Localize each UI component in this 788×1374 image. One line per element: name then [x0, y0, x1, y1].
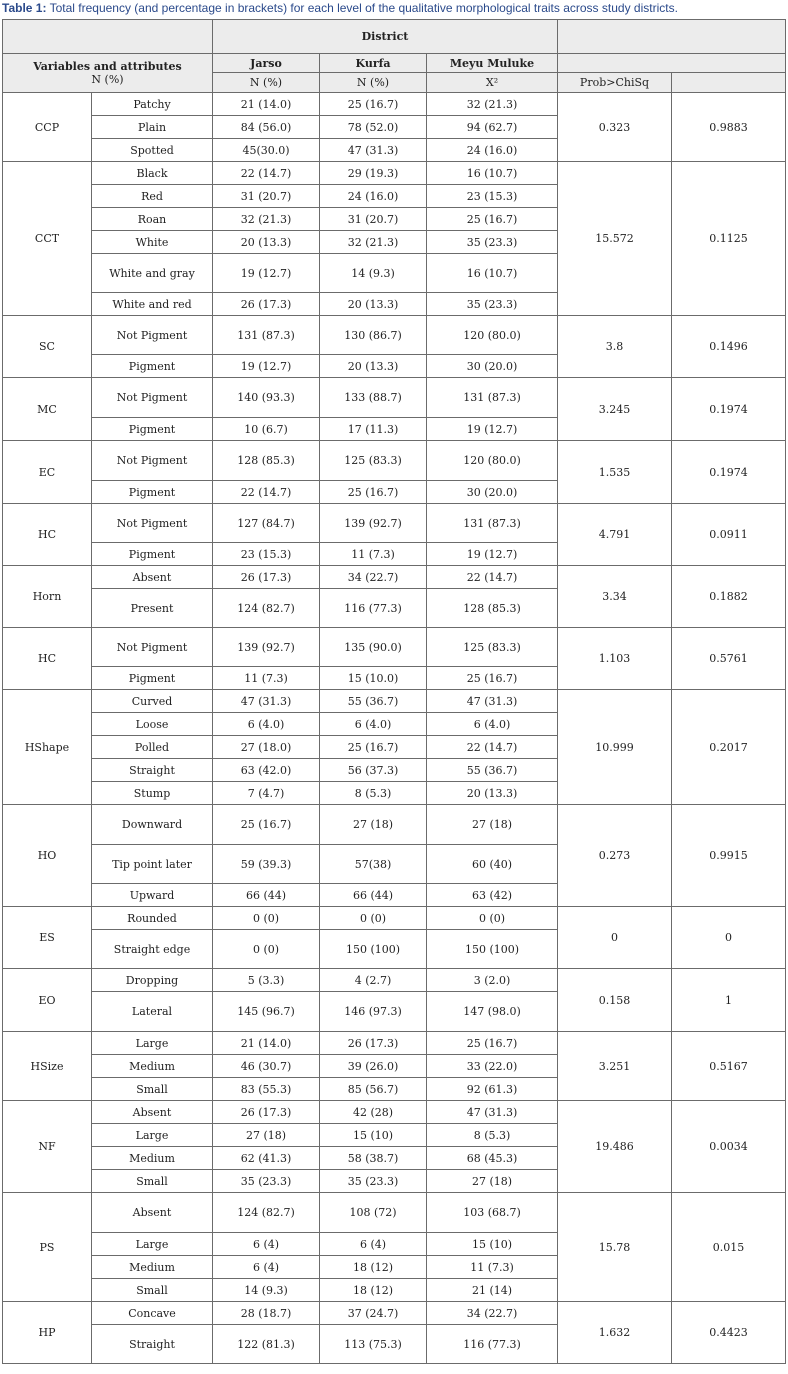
- cell-meyu: 25 (16.7): [427, 208, 558, 231]
- prob-value: 0.9883: [672, 93, 786, 162]
- attribute-name: Pigment: [92, 355, 213, 378]
- cell-kurfa: 37 (24.7): [320, 1302, 427, 1325]
- attribute-name: Small: [92, 1170, 213, 1193]
- chi-square-value: 4.791: [558, 504, 672, 566]
- prob-value: 0.5167: [672, 1032, 786, 1101]
- cell-meyu: 103 (68.7): [427, 1193, 558, 1233]
- caption-label: Table 1:: [2, 1, 47, 15]
- chi-square-value: 3.251: [558, 1032, 672, 1101]
- header-kurfa: Kurfa: [320, 54, 427, 73]
- cell-meyu: 15 (10): [427, 1233, 558, 1256]
- cell-jarso: 22 (14.7): [213, 481, 320, 504]
- variable-name: EO: [3, 969, 92, 1032]
- cell-meyu: 30 (20.0): [427, 355, 558, 378]
- cell-meyu: 21 (14): [427, 1279, 558, 1302]
- table-row: [3, 690, 786, 713]
- cell-kurfa: 133 (88.7): [320, 378, 427, 418]
- cell-jarso: 83 (55.3): [213, 1078, 320, 1101]
- cell-meyu: 120 (80.0): [427, 441, 558, 481]
- attribute-name: Not Pigment: [92, 316, 213, 355]
- cell-kurfa: 78 (52.0): [320, 116, 427, 139]
- table-row: [3, 1302, 786, 1325]
- chi-square-value: 3.245: [558, 378, 672, 441]
- cell-jarso: 26 (17.3): [213, 1101, 320, 1124]
- cell-meyu: 27 (18): [427, 805, 558, 845]
- attribute-name: Pigment: [92, 667, 213, 690]
- cell-kurfa: 146 (97.3): [320, 992, 427, 1032]
- cell-kurfa: 18 (12): [320, 1279, 427, 1302]
- cell-meyu: 60 (40): [427, 845, 558, 884]
- header-jarso: Jarso: [213, 54, 320, 73]
- cell-kurfa: 113 (75.3): [320, 1325, 427, 1364]
- cell-jarso: 27 (18): [213, 1124, 320, 1147]
- table-row: [3, 1032, 786, 1055]
- cell-kurfa: 14 (9.3): [320, 254, 427, 293]
- prob-value: 0.5761: [672, 628, 786, 690]
- variable-name: HShape: [3, 690, 92, 805]
- cell-meyu: 116 (77.3): [427, 1325, 558, 1364]
- cell-jarso: 35 (23.3): [213, 1170, 320, 1193]
- cell-kurfa: 139 (92.7): [320, 504, 427, 543]
- prob-value: 0.1125: [672, 162, 786, 316]
- table-body: [3, 93, 786, 1364]
- cell-kurfa: 39 (26.0): [320, 1055, 427, 1078]
- cell-meyu: 0 (0): [427, 907, 558, 930]
- attribute-name: White and red: [92, 293, 213, 316]
- cell-meyu: 23 (15.3): [427, 185, 558, 208]
- cell-meyu: 47 (31.3): [427, 1101, 558, 1124]
- attribute-name: Not Pigment: [92, 504, 213, 543]
- header-prob: Prob>ChiSq: [558, 73, 672, 93]
- attribute-name: Downward: [92, 805, 213, 845]
- attribute-name: Pigment: [92, 481, 213, 504]
- attribute-name: Pigment: [92, 418, 213, 441]
- cell-jarso: 23 (15.3): [213, 543, 320, 566]
- cell-jarso: 21 (14.0): [213, 1032, 320, 1055]
- cell-kurfa: 34 (22.7): [320, 566, 427, 589]
- attribute-name: Not Pigment: [92, 628, 213, 667]
- cell-jarso: 66 (44): [213, 884, 320, 907]
- prob-value: 1: [672, 969, 786, 1032]
- attribute-name: Large: [92, 1124, 213, 1147]
- cell-jarso: 27 (18.0): [213, 736, 320, 759]
- attribute-name: Rounded: [92, 907, 213, 930]
- cell-kurfa: 18 (12): [320, 1256, 427, 1279]
- cell-kurfa: 15 (10): [320, 1124, 427, 1147]
- variable-name: NF: [3, 1101, 92, 1193]
- header-blank-right: [558, 20, 786, 54]
- variable-name: MC: [3, 378, 92, 441]
- variable-name: HO: [3, 805, 92, 907]
- subheader-meyu: X²: [427, 73, 558, 93]
- attribute-name: Medium: [92, 1055, 213, 1078]
- prob-value: 0.0911: [672, 504, 786, 566]
- cell-kurfa: 130 (86.7): [320, 316, 427, 355]
- attribute-name: Large: [92, 1233, 213, 1256]
- cell-kurfa: 108 (72): [320, 1193, 427, 1233]
- table-row: [3, 162, 786, 185]
- cell-jarso: 127 (84.7): [213, 504, 320, 543]
- cell-kurfa: 47 (31.3): [320, 139, 427, 162]
- table-row: [3, 969, 786, 992]
- cell-kurfa: 135 (90.0): [320, 628, 427, 667]
- cell-jarso: 6 (4): [213, 1256, 320, 1279]
- cell-kurfa: 56 (37.3): [320, 759, 427, 782]
- attribute-name: Spotted: [92, 139, 213, 162]
- cell-kurfa: 11 (7.3): [320, 543, 427, 566]
- attribute-name: Not Pigment: [92, 378, 213, 418]
- table-row: [3, 504, 786, 543]
- header-blank-right-2: [558, 54, 786, 73]
- subheader-jarso: N (%): [213, 73, 320, 93]
- attribute-name: Upward: [92, 884, 213, 907]
- chi-square-value: 0.323: [558, 93, 672, 162]
- cell-meyu: 8 (5.3): [427, 1124, 558, 1147]
- cell-jarso: 19 (12.7): [213, 355, 320, 378]
- prob-value: 0.1974: [672, 378, 786, 441]
- variable-name: HP: [3, 1302, 92, 1364]
- table-row: [3, 1101, 786, 1124]
- table-row: [3, 1193, 786, 1233]
- cell-jarso: 128 (85.3): [213, 441, 320, 481]
- attribute-name: Straight: [92, 1325, 213, 1364]
- cell-meyu: 3 (2.0): [427, 969, 558, 992]
- cell-meyu: 94 (62.7): [427, 116, 558, 139]
- cell-meyu: 24 (16.0): [427, 139, 558, 162]
- cell-meyu: 20 (13.3): [427, 782, 558, 805]
- cell-jarso: 47 (31.3): [213, 690, 320, 713]
- cell-meyu: 30 (20.0): [427, 481, 558, 504]
- cell-kurfa: 25 (16.7): [320, 93, 427, 116]
- variable-name: EC: [3, 441, 92, 504]
- attribute-name: Pigment: [92, 543, 213, 566]
- variable-name: CCT: [3, 162, 92, 316]
- cell-meyu: 33 (22.0): [427, 1055, 558, 1078]
- cell-kurfa: 20 (13.3): [320, 355, 427, 378]
- cell-jarso: 11 (7.3): [213, 667, 320, 690]
- cell-jarso: 45(30.0): [213, 139, 320, 162]
- attribute-name: Curved: [92, 690, 213, 713]
- cell-jarso: 0 (0): [213, 930, 320, 969]
- cell-meyu: 35 (23.3): [427, 231, 558, 254]
- chi-square-value: 0.273: [558, 805, 672, 907]
- table-row: [3, 628, 786, 667]
- cell-kurfa: 125 (83.3): [320, 441, 427, 481]
- cell-jarso: 124 (82.7): [213, 589, 320, 628]
- cell-kurfa: 116 (77.3): [320, 589, 427, 628]
- header-variables-label: Variables and attributes: [33, 60, 182, 73]
- cell-kurfa: 6 (4.0): [320, 713, 427, 736]
- prob-value: 0.9915: [672, 805, 786, 907]
- attribute-name: Stump: [92, 782, 213, 805]
- cell-kurfa: 57(38): [320, 845, 427, 884]
- attribute-name: Patchy: [92, 93, 213, 116]
- cell-jarso: 26 (17.3): [213, 293, 320, 316]
- cell-meyu: 25 (16.7): [427, 667, 558, 690]
- cell-kurfa: 0 (0): [320, 907, 427, 930]
- cell-meyu: 125 (83.3): [427, 628, 558, 667]
- cell-meyu: 47 (31.3): [427, 690, 558, 713]
- cell-jarso: 46 (30.7): [213, 1055, 320, 1078]
- cell-kurfa: 29 (19.3): [320, 162, 427, 185]
- attribute-name: Roan: [92, 208, 213, 231]
- attribute-name: Medium: [92, 1147, 213, 1170]
- cell-kurfa: 6 (4): [320, 1233, 427, 1256]
- cell-meyu: 6 (4.0): [427, 713, 558, 736]
- cell-meyu: 92 (61.3): [427, 1078, 558, 1101]
- attribute-name: Black: [92, 162, 213, 185]
- variable-name: CCP: [3, 93, 92, 162]
- cell-meyu: 131 (87.3): [427, 504, 558, 543]
- cell-jarso: 6 (4): [213, 1233, 320, 1256]
- attribute-name: White and gray: [92, 254, 213, 293]
- variable-name: ES: [3, 907, 92, 969]
- chi-square-value: 19.486: [558, 1101, 672, 1193]
- cell-kurfa: 31 (20.7): [320, 208, 427, 231]
- cell-jarso: 19 (12.7): [213, 254, 320, 293]
- variable-name: HC: [3, 628, 92, 690]
- cell-jarso: 124 (82.7): [213, 1193, 320, 1233]
- cell-meyu: 32 (21.3): [427, 93, 558, 116]
- cell-meyu: 16 (10.7): [427, 254, 558, 293]
- table-caption: [2, 1, 678, 15]
- cell-jarso: 25 (16.7): [213, 805, 320, 845]
- attribute-name: Small: [92, 1279, 213, 1302]
- cell-jarso: 59 (39.3): [213, 845, 320, 884]
- cell-jarso: 21 (14.0): [213, 93, 320, 116]
- cell-jarso: 139 (92.7): [213, 628, 320, 667]
- cell-kurfa: 26 (17.3): [320, 1032, 427, 1055]
- variable-name: Horn: [3, 566, 92, 628]
- prob-value: 0.0034: [672, 1101, 786, 1193]
- cell-meyu: 25 (16.7): [427, 1032, 558, 1055]
- caption-text: Total frequency (and percentage in brackets) for each level of the qualitative morphological traits across study districts.: [49, 1, 678, 15]
- cell-jarso: 140 (93.3): [213, 378, 320, 418]
- header-n-pct: N (%): [91, 73, 124, 86]
- cell-jarso: 10 (6.7): [213, 418, 320, 441]
- cell-meyu: 22 (14.7): [427, 736, 558, 759]
- cell-jarso: 7 (4.7): [213, 782, 320, 805]
- header-blank-last: [672, 73, 786, 93]
- cell-kurfa: 66 (44): [320, 884, 427, 907]
- attribute-name: Loose: [92, 713, 213, 736]
- variable-name: SC: [3, 316, 92, 378]
- variable-name: HC: [3, 504, 92, 566]
- header-blank: [3, 20, 213, 54]
- attribute-name: Tip point later: [92, 845, 213, 884]
- table-row: [3, 566, 786, 589]
- attribute-name: Present: [92, 589, 213, 628]
- cell-kurfa: 25 (16.7): [320, 736, 427, 759]
- attribute-name: Plain: [92, 116, 213, 139]
- chi-square-value: 3.8: [558, 316, 672, 378]
- cell-kurfa: 4 (2.7): [320, 969, 427, 992]
- attribute-name: White: [92, 231, 213, 254]
- cell-meyu: 147 (98.0): [427, 992, 558, 1032]
- cell-jarso: 0 (0): [213, 907, 320, 930]
- attribute-name: Dropping: [92, 969, 213, 992]
- prob-value: 0.1882: [672, 566, 786, 628]
- cell-kurfa: 25 (16.7): [320, 481, 427, 504]
- attribute-name: Polled: [92, 736, 213, 759]
- prob-value: 0.015: [672, 1193, 786, 1302]
- prob-value: 0.1974: [672, 441, 786, 504]
- cell-meyu: 55 (36.7): [427, 759, 558, 782]
- chi-square-value: 15.572: [558, 162, 672, 316]
- attribute-name: Concave: [92, 1302, 213, 1325]
- attribute-name: Lateral: [92, 992, 213, 1032]
- subheader-kurfa: N (%): [320, 73, 427, 93]
- cell-meyu: 34 (22.7): [427, 1302, 558, 1325]
- prob-value: 0.4423: [672, 1302, 786, 1364]
- attribute-name: Medium: [92, 1256, 213, 1279]
- table-row: [3, 378, 786, 418]
- cell-meyu: 22 (14.7): [427, 566, 558, 589]
- data-table: [2, 19, 786, 1364]
- cell-meyu: 128 (85.3): [427, 589, 558, 628]
- cell-jarso: 32 (21.3): [213, 208, 320, 231]
- chi-square-value: 10.999: [558, 690, 672, 805]
- cell-jarso: 20 (13.3): [213, 231, 320, 254]
- attribute-name: Small: [92, 1078, 213, 1101]
- cell-jarso: 26 (17.3): [213, 566, 320, 589]
- chi-square-value: 1.535: [558, 441, 672, 504]
- header-district: District: [213, 20, 558, 54]
- cell-meyu: 11 (7.3): [427, 1256, 558, 1279]
- attribute-name: Absent: [92, 1101, 213, 1124]
- cell-jarso: 28 (18.7): [213, 1302, 320, 1325]
- attribute-name: Red: [92, 185, 213, 208]
- chi-square-value: 1.103: [558, 628, 672, 690]
- cell-jarso: 31 (20.7): [213, 185, 320, 208]
- cell-kurfa: 42 (28): [320, 1101, 427, 1124]
- attribute-name: Large: [92, 1032, 213, 1055]
- cell-jarso: 22 (14.7): [213, 162, 320, 185]
- prob-value: 0.2017: [672, 690, 786, 805]
- cell-kurfa: 55 (36.7): [320, 690, 427, 713]
- cell-meyu: 120 (80.0): [427, 316, 558, 355]
- cell-meyu: 27 (18): [427, 1170, 558, 1193]
- cell-jarso: 63 (42.0): [213, 759, 320, 782]
- prob-value: 0.1496: [672, 316, 786, 378]
- cell-meyu: 35 (23.3): [427, 293, 558, 316]
- chi-square-value: 15.78: [558, 1193, 672, 1302]
- cell-meyu: 16 (10.7): [427, 162, 558, 185]
- chi-square-value: 3.34: [558, 566, 672, 628]
- cell-jarso: 145 (96.7): [213, 992, 320, 1032]
- cell-jarso: 84 (56.0): [213, 116, 320, 139]
- cell-meyu: 19 (12.7): [427, 543, 558, 566]
- cell-kurfa: 24 (16.0): [320, 185, 427, 208]
- chi-square-value: 0: [558, 907, 672, 969]
- prob-value: 0: [672, 907, 786, 969]
- cell-kurfa: 17 (11.3): [320, 418, 427, 441]
- cell-kurfa: 27 (18): [320, 805, 427, 845]
- table-row: [3, 805, 786, 845]
- table-row: [3, 907, 786, 930]
- cell-kurfa: 8 (5.3): [320, 782, 427, 805]
- table-row: [3, 441, 786, 481]
- cell-kurfa: 58 (38.7): [320, 1147, 427, 1170]
- cell-kurfa: 20 (13.3): [320, 293, 427, 316]
- variable-name: PS: [3, 1193, 92, 1302]
- cell-meyu: 63 (42): [427, 884, 558, 907]
- cell-kurfa: 150 (100): [320, 930, 427, 969]
- attribute-name: Absent: [92, 1193, 213, 1233]
- cell-meyu: 150 (100): [427, 930, 558, 969]
- header-variables: [3, 54, 213, 93]
- table-row: [3, 316, 786, 355]
- chi-square-value: 1.632: [558, 1302, 672, 1364]
- header-meyu: Meyu Muluke: [427, 54, 558, 73]
- cell-jarso: 62 (41.3): [213, 1147, 320, 1170]
- attribute-name: Not Pigment: [92, 441, 213, 481]
- attribute-name: Absent: [92, 566, 213, 589]
- variable-name: HSize: [3, 1032, 92, 1101]
- cell-jarso: 14 (9.3): [213, 1279, 320, 1302]
- chi-square-value: 0.158: [558, 969, 672, 1032]
- cell-jarso: 131 (87.3): [213, 316, 320, 355]
- table-row: [3, 93, 786, 116]
- cell-jarso: 5 (3.3): [213, 969, 320, 992]
- cell-kurfa: 15 (10.0): [320, 667, 427, 690]
- cell-meyu: 19 (12.7): [427, 418, 558, 441]
- cell-kurfa: 85 (56.7): [320, 1078, 427, 1101]
- attribute-name: Straight: [92, 759, 213, 782]
- cell-kurfa: 32 (21.3): [320, 231, 427, 254]
- cell-kurfa: 35 (23.3): [320, 1170, 427, 1193]
- attribute-name: Straight edge: [92, 930, 213, 969]
- cell-jarso: 6 (4.0): [213, 713, 320, 736]
- cell-jarso: 122 (81.3): [213, 1325, 320, 1364]
- cell-meyu: 68 (45.3): [427, 1147, 558, 1170]
- cell-meyu: 131 (87.3): [427, 378, 558, 418]
